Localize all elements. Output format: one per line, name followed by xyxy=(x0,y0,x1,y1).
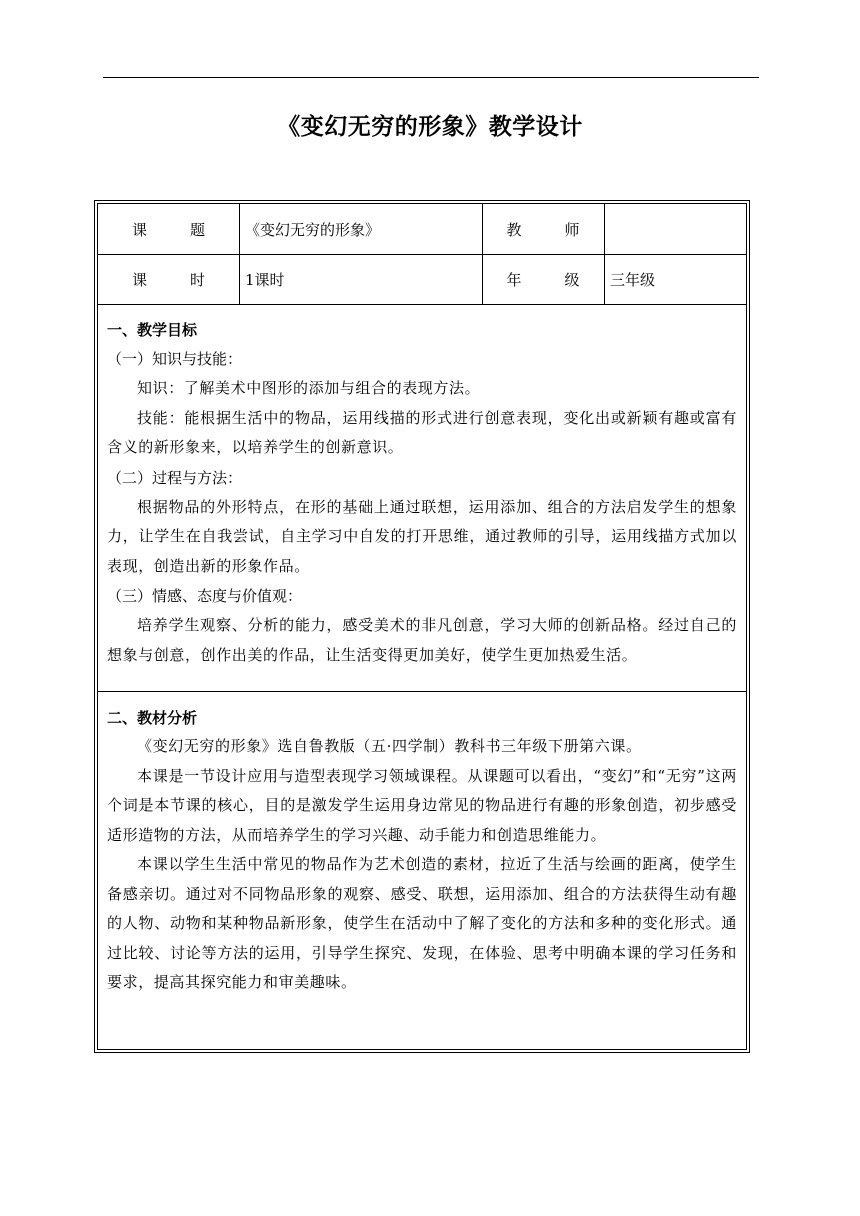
paragraph-course-type: 本课是一节设计应用与造型表现学习领域课程。从课题可以看出，“变幻”和“无穷”这两个词是本节课的核心，目的是激发学生运用身边常见的物品进行有趣的形象创造，初步感受适形造物的方法，从而培养学生的学习兴趣、动手能力和创造思维能力。 xyxy=(107,766,737,844)
paragraph-skills: 技能：能根据生活中的物品，运用线描的形式进行创意表现，变化出或新颖有趣或富有含义的新形象来，以培养学生的创新意识。 xyxy=(107,408,737,456)
paragraph-emotion: 培养学生观察、分析的能力，感受美术的非凡创意，学习大师的创新品格。经过自己的想象与创意，创作出美的作品，让生活变得更加美好，使学生更加热爱生活。 xyxy=(107,616,737,664)
section-heading: 一、教学目标 xyxy=(107,321,198,339)
subheading-process-methods: （二）过程与方法： xyxy=(107,468,243,487)
paragraph-knowledge: 知识：了解美术中图形的添加与组合的表现方法。 xyxy=(137,379,481,397)
lesson-plan-table xyxy=(94,200,750,1053)
grade-label: 年 级 xyxy=(506,270,594,289)
grade-value: 三年级 xyxy=(610,270,656,289)
topic-value: 《变幻无穷的形象》 xyxy=(245,220,381,239)
row-divider xyxy=(98,304,746,305)
paragraph-source: 《变幻无穷的形象》选自鲁教版（五·四学制）教科书三年级下册第六课。 xyxy=(137,737,642,755)
period-label: 课 时 xyxy=(131,270,219,289)
subheading-emotion-values: （三）情感、态度与价值观： xyxy=(107,587,303,605)
period-value: 1课时 xyxy=(245,270,285,289)
teacher-label: 教 师 xyxy=(506,220,594,239)
paragraph-course-content: 本课以学生生活中常见的物品作为艺术创造的素材，拉近了生活与绘画的距离，使学生备感亲切。通过对不同物品形象的观察、感受、联想，运用添加、组合的方法获得生动有趣的人物、动物和某种物品新形象，使学生在活动中了解了变化的方法和多种的变化形式。通过比较、讨论等方法的运用，引导学生探究、发现，在体验、思考中明确本课的学习任务和要求，提高其探究能力和审美趣味。 xyxy=(107,855,737,991)
section-divider xyxy=(98,691,746,692)
table-inner-border xyxy=(97,203,747,1050)
header-rule xyxy=(103,77,759,78)
subheading-knowledge-skills: （一）知识与技能： xyxy=(107,350,243,368)
paragraph-process: 根据物品的外形特点，在形的基础上通过联想，运用添加、组合的方法启发学生的想象力，让学生在自我尝试，自主学习中自发的打开思维，通过教师的引导，运用线描方式加以表现，创造出新的形象作品。 xyxy=(107,497,737,575)
teacher-value xyxy=(604,204,744,254)
document-title: 《变幻无穷的形象》教学设计 xyxy=(277,113,583,140)
section-teaching-goals xyxy=(107,316,737,670)
topic-label: 课 题 xyxy=(131,220,219,239)
section-heading: 二、教材分析 xyxy=(107,709,198,727)
section-material-analysis xyxy=(107,704,737,998)
